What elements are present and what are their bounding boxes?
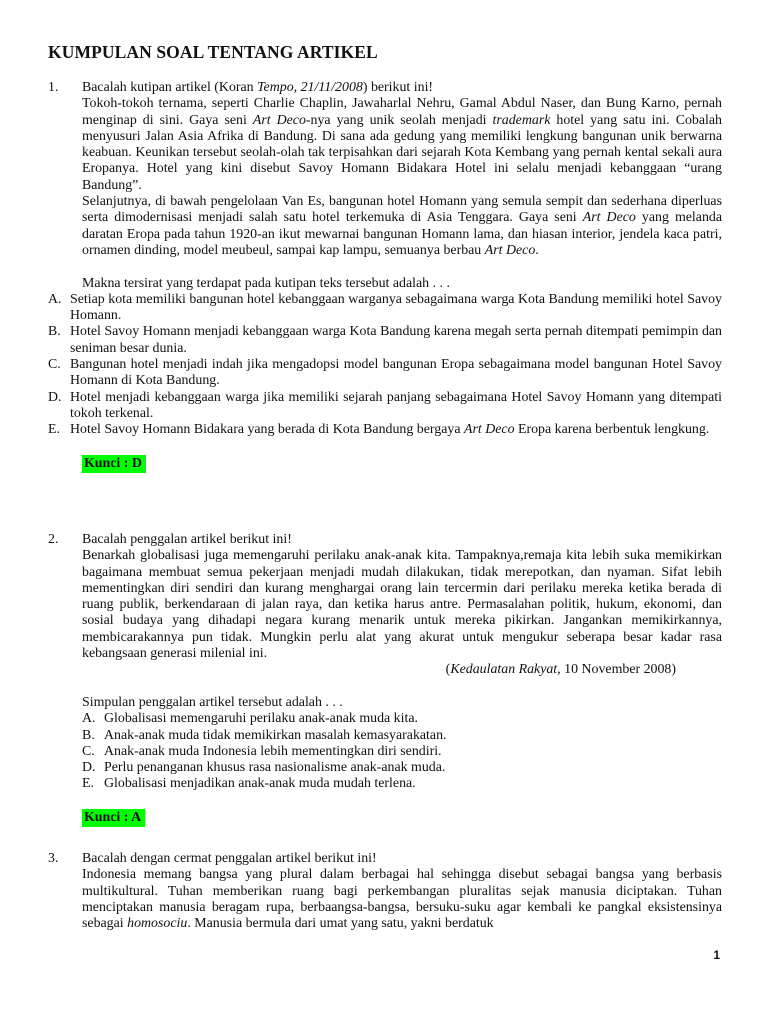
question-intro: Bacalah penggalan artikel berikut ini! [82, 532, 292, 547]
option-a[interactable]: A. Setiap kota memiliki bangunan hotel kebanggaan warganya sebagaimana warga Kota Bandung memiliki hotel Savoy Homann. [48, 291, 722, 324]
question-prompt: Makna tersirat yang terdapat pada kutipan teks tersebut adalah . . . [82, 275, 450, 291]
article-paragraph: Tokoh-tokoh ternama, seperti Charlie Chaplin, Jawaharlal Nehru, Gamal Abdul Naser, dan Bung Karno, pernah menginap di sini. Gaya seni Art Deco-nya yang unik seolah menjadi trademark hotel yang satu ini. Cobalah menyusuri Jalan Asia Afrika di Bandung. Di sana ada gedung yang memiliki lengkung bangunan unik berwarna keabuan. Keunikan tersebut seolah-olah tak terpisahkan dari sejarah Kota Kembang yang pernah kental sekali aura Eropanya. Hotel yang kini disebut Savoy Homann Bidakara Hotel ini selalu menjadi kebanggaan “urang Bandung”. [82, 96, 722, 193]
option-list [48, 292, 722, 439]
page-number: 1 [713, 948, 720, 962]
question-number: 2. [48, 532, 59, 547]
question-number: 1. [48, 80, 59, 95]
option-b[interactable]: B. Hotel Savoy Homann menjadi kebanggaan warga Kota Bandung karena megah serta pernah ditempati pemimpin dan seniman besar dunia. [48, 324, 722, 356]
article-paragraph: Indonesia memang bangsa yang plural dalam berbagai hal sehingga disebut sebagai bangsa yang berbasis multikultural. Tuhan memberikan ruang bagi perkembangan pluralitas sejak manusia diciptakan. Tuhan menciptakan manusia beragam rupa, berbaangsa-bangsa, bersuku-suku agar kembali ke pangkal eksistensinya sebagai homosociu. Manusia bermula dari umat yang satu, yakni berdatuk [82, 867, 722, 932]
question-2 [48, 532, 722, 827]
question-intro: Bacalah dengan cermat penggalan artikel berikut ini! [82, 851, 377, 866]
option-list [82, 711, 722, 792]
option-c[interactable]: C. Bangunan hotel menjadi indah jika mengadopsi model bangunan Eropa sebagaimana model bangunan Hotel Savoy Homann di Kota Bandung. [48, 357, 722, 389]
answer-key: Kunci : A [82, 809, 145, 827]
option-e[interactable]: E. Hotel Savoy Homann Bidakara yang berada di Kota Bandung bergaya Art Deco Eropa karena berbentuk lengkung. [48, 422, 710, 438]
question-number: 3. [48, 851, 59, 866]
question-prompt: Simpulan penggalan artikel tersebut adalah . . . [82, 694, 343, 710]
article-paragraph: Selanjutnya, di bawah pengelolaan Van Es, bangunan hotel Homann yang semula sempit dan sederhana diperluas serta dimodernisasi menjadi salah satu hotel terkemuka di Asia Tenggara. Gaya seni Art Deco yang melanda daratan Eropa pada tahun 1920-an ikut mewarnai bangunan Homann lama, dan hiasan interior, jendela kaca patri, ornamen dinding, model meubeul, sampai kap lampu, semuanya berbau Art Deco. [82, 194, 723, 258]
option-c[interactable]: C. Anak-anak muda Indonesia lebih mementingkan diri sendiri. [82, 743, 442, 759]
option-e[interactable]: E. Globalisasi menjadikan anak-anak muda mudah terlena. [82, 776, 416, 792]
option-d[interactable]: D. Perlu penanganan khusus rasa nasionalisme anak-anak muda. [82, 760, 446, 776]
option-d[interactable]: D. Hotel menjadi kebanggaan warga jika memiliki sejarah panjang sebagaimana Hotel Savoy Homann yang ditempati tokoh terkenal. [48, 389, 722, 421]
option-b[interactable]: B. Anak-anak muda tidak memikirkan masalah kemasyarakatan. [82, 727, 447, 743]
article-citation: (Kedaulatan Rakyat, 10 November 2008) [445, 662, 676, 678]
option-a[interactable]: A. Globalisasi memengaruhi perilaku anak-anak muda kita. [82, 711, 418, 727]
article-paragraph: Benarkah globalisasi juga memengaruhi perilaku anak-anak kita. Tampaknya,remaja kita lebih suka memikirkan bagaimana membuat semua pekerjaan menjadi mudah dilakukan, tidak merepotkan, dan nyaman. Sifat lebih mementingkan diri sendiri dan kurang menghargai orang lain tercermin dari perilaku mereka ketika berada di ruang publik, berkendaraan di jalan raya, dan ketika harus antre. Permasalahan politik, hukum, ekonomi, dan sosial budaya yang dihadapi negara kurang menarik untuk mereka pikirkan. Jangankan memikirkannya, membicarakannya pun tidak. Mungkin perlu alat yang akurat untuk mengukur seberapa besar kadar rasa kebangsaan generasi milenial ini. [82, 548, 722, 662]
question-3 [48, 851, 722, 932]
answer-key: Kunci : D [82, 455, 146, 473]
question-intro: Bacalah kutipan artikel (Koran Tempo, 21/11/2008) berikut ini! [82, 80, 434, 95]
document-title: KUMPULAN SOAL TENTANG ARTIKEL [48, 42, 378, 62]
question-1 [48, 80, 722, 473]
